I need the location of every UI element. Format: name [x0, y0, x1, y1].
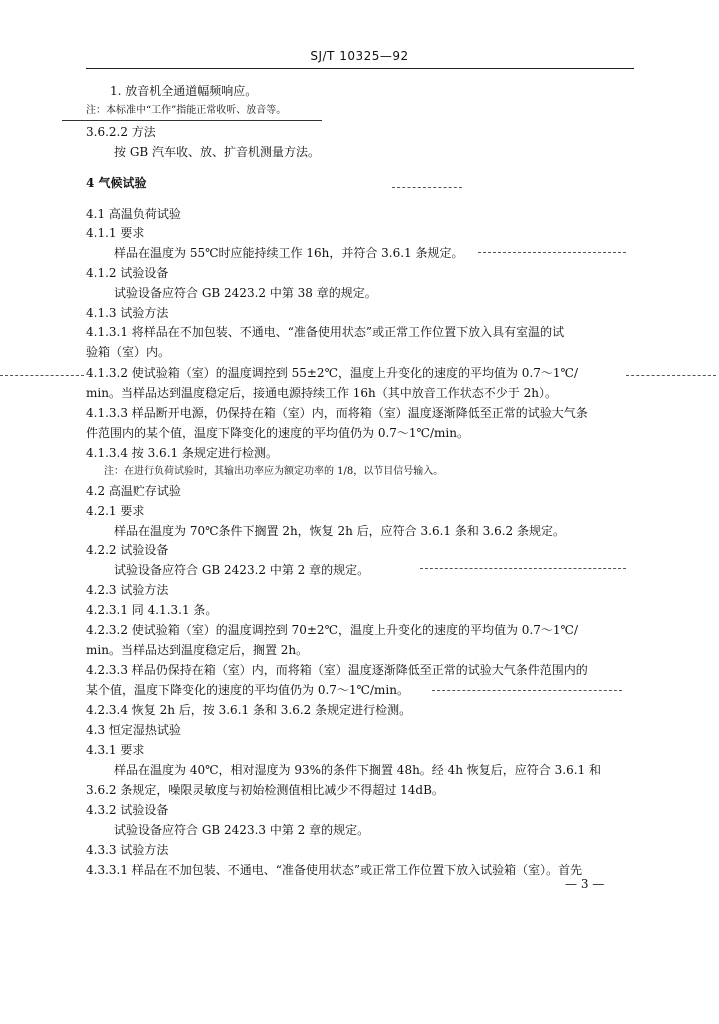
- clause-4-1-3-3-line-1: 4.1.3.3 样品断开电源，仍保持在箱（室）内，而将箱（室）温度逐渐降低至正常的试验大气条: [86, 406, 588, 420]
- clause-4-3-1-heading: 4.3.1 要求: [86, 743, 145, 757]
- header-rule: [86, 68, 634, 69]
- clause-4-2-3-2-line-2: min。当样品达到温度稳定后，搁置 2h。: [86, 643, 309, 657]
- note-load-test: 注：在进行负荷试验时，其输出功率应为额定功率的 1/8，以节目信号输入。: [104, 466, 444, 477]
- clause-4-1-1-body: 样品在温度为 55℃时应能持续工作 16h，并符合 3.6.1 条规定。: [114, 246, 464, 260]
- clause-4-2-3-2-line-1: 4.2.3.2 使试验箱（室）的温度调控到 70±2℃，温度上升变化的速度的平均值为 0.7～1℃/: [86, 623, 578, 637]
- clause-4-2-3-4: 4.2.3.4 恢复 2h 后，按 3.6.1 条和 3.6.2 条规定进行检测。: [86, 703, 412, 717]
- clause-4-3-3-heading: 4.3.3 试验方法: [86, 843, 169, 857]
- clause-4-1-3-3-line-2: 件范围内的某个值，温度下降变化的速度的平均值仍为 0.7～1℃/min。: [86, 426, 469, 440]
- scan-artifact-dash: [392, 187, 462, 188]
- clause-4-1-2-body: 试验设备应符合 GB 2423.2 中第 38 章的规定。: [114, 286, 377, 300]
- clause-4-1-3-2-line-1: 4.1.3.2 使试验箱（室）的温度调控到 55±2℃，温度上升变化的速度的平均值为 0.7～1℃/: [86, 366, 578, 380]
- clause-4-2-1-heading: 4.2.1 要求: [86, 504, 145, 518]
- clause-4-2-heading: 4.2 高温贮存试验: [86, 484, 181, 498]
- clause-4-2-2-heading: 4.2.2 试验设备: [86, 543, 169, 557]
- clause-4-1-3-2-line-2: min。当样品达到温度稳定后，接通电源持续工作 16h（其中放音工作状态不少于 2h）。: [86, 386, 557, 400]
- clause-4-1-3-heading: 4.1.3 试验方法: [86, 306, 169, 320]
- clause-4-3-3-1-line-1: 4.3.3.1 样品在不加包装、不通电、“准备使用状态”或正常工作位置下放入试验箱（室）。首先: [86, 863, 583, 877]
- clause-4-2-3-1: 4.2.3.1 同 4.1.3.1 条。: [86, 603, 218, 617]
- clause-4-3-2-heading: 4.3.2 试验设备: [86, 803, 169, 817]
- scan-artifact-dash: [0, 375, 84, 376]
- clause-4-1-3-4: 4.1.3.4 按 3.6.1 条规定进行检测。: [86, 446, 278, 460]
- scan-artifact-dash: [432, 690, 622, 691]
- clause-4-2-3-3-line-2: 某个值，温度下降变化的速度的平均值仍为 0.7～1℃/min。: [86, 683, 409, 697]
- scan-artifact-dash: [420, 568, 626, 569]
- note-work-definition: 注：本标准中“工作”指能正常收听、放音等。: [86, 105, 287, 116]
- clause-4-3-1-body-line-1: 样品在温度为 40℃，相对湿度为 93%的条件下搁置 48h。经 4h 恢复后，应符合 3.6.1 和: [114, 763, 601, 777]
- clause-4-1-heading: 4.1 高温负荷试验: [86, 207, 181, 221]
- clause-3-6-2-2-heading: 3.6.2.2 方法: [86, 125, 156, 139]
- clause-4-1-1-heading: 4.1.1 要求: [86, 226, 145, 240]
- clause-4-3-2-body: 试验设备应符合 GB 2423.3 中第 2 章的规定。: [114, 823, 370, 837]
- clause-4-2-3-heading: 4.2.3 试验方法: [86, 583, 169, 597]
- clause-4-3-heading: 4.3 恒定湿热试验: [86, 723, 181, 737]
- clause-4-3-1-body-line-2: 3.6.2 条规定，噪限灵敏度与初始检测值相比减少不得超过 14dB。: [86, 783, 444, 797]
- clause-4-2-1-body: 样品在温度为 70℃条件下搁置 2h，恢复 2h 后，应符合 3.6.1 条和 3.6.2 条规定。: [114, 524, 566, 538]
- scan-artifact-dash: [626, 375, 716, 376]
- item-1-text: 1. 放音机全通道幅频响应。: [110, 84, 258, 98]
- clause-4-1-3-1-line-1: 4.1.3.1 将样品在不加包装、不通电、“准备使用状态”或正常工作位置下放入具有室温的试: [86, 325, 565, 339]
- note-rule: [62, 120, 322, 121]
- page-number: — 3 —: [565, 877, 605, 891]
- clause-4-2-2-body: 试验设备应符合 GB 2423.2 中第 2 章的规定。: [114, 563, 370, 577]
- clause-3-6-2-2-body: 按 GB 汽车收、放、扩音机测量方法。: [114, 145, 321, 159]
- standard-number-header: SJ/T 10325—92: [310, 49, 409, 63]
- clause-4-1-3-1-line-2: 验箱（室）内。: [86, 345, 171, 359]
- clause-4-2-3-3-line-1: 4.2.3.3 样品仍保持在箱（室）内，而将箱（室）温度逐渐降低至正常的试验大气条件范围内的: [86, 663, 588, 677]
- section-4-heading: 4 气候试验: [86, 176, 147, 190]
- clause-4-1-2-heading: 4.1.2 试验设备: [86, 266, 169, 280]
- scan-artifact-dash: [478, 252, 626, 253]
